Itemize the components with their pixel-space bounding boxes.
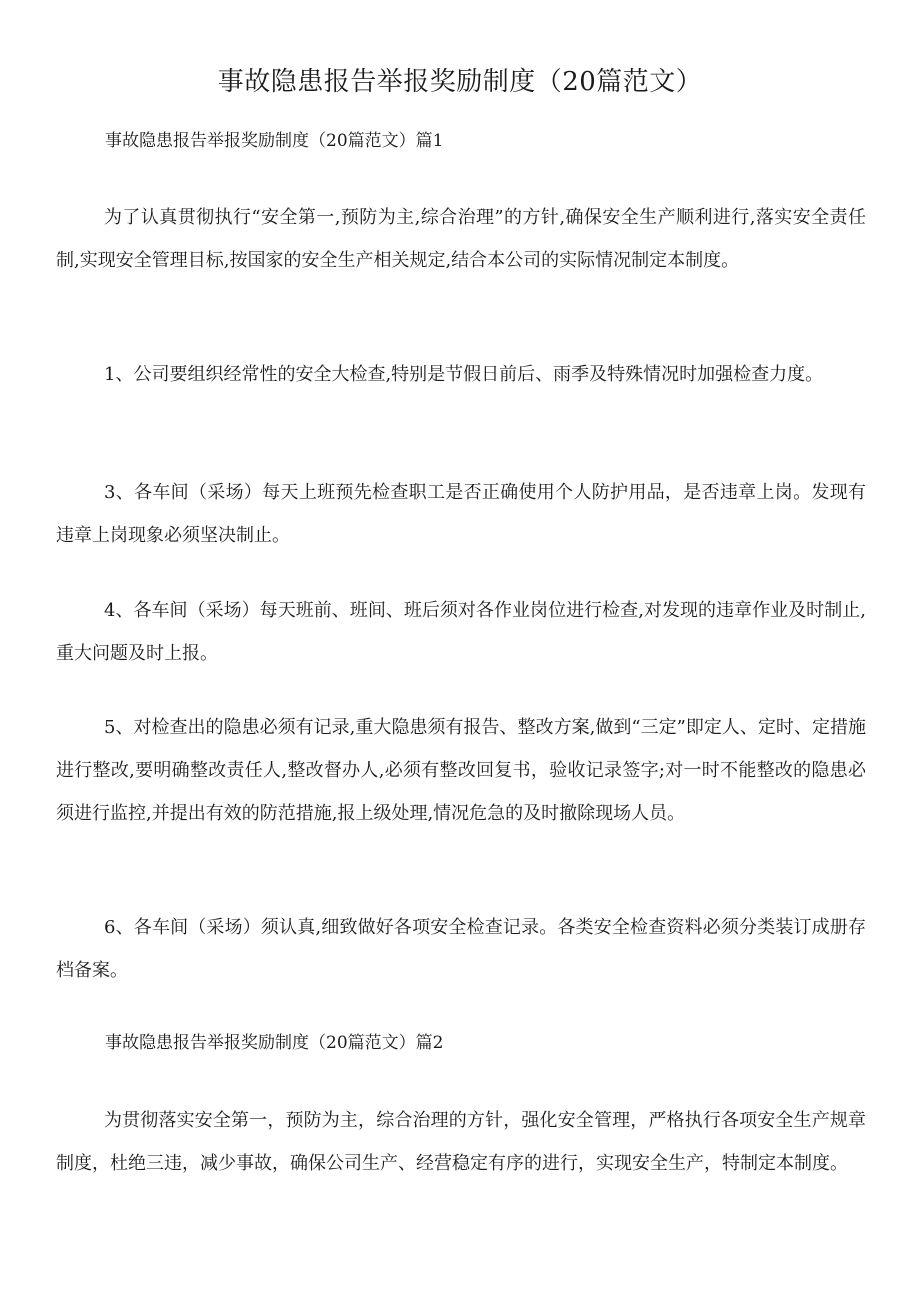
section-heading-1: 事故隐患报告举报奖励制度（20篇范文）篇1: [105, 131, 444, 151]
paragraph-item-3: 3、各车间（采场）每天上班预先检查职工是否正确使用个人防护用品，是否违章上岗。发现有违章上岗现象必须坚决制止。: [56, 482, 866, 546]
paragraph-item-5: 5、对检查出的隐患必须有记录,重大隐患须有报告、整改方案,做到“三定”即定人、定时、定措施进行整改,要明确整改责任人,整改督办人,必须有整改回复书，验收记录签字;对一时不能整改的隐患必须进行监控,并提出有效的防范措施,报上级处理,情况危急的及时撤除现场人员。: [56, 717, 866, 824]
document-title: 事故隐患报告举报奖励制度（20篇范文）: [217, 67, 703, 97]
paragraph-section-2-intro: 为贯彻落实安全第一，预防为主，综合治理的方针，强化安全管理，严格执行各项安全生产规章制度，杜绝三违，减少事故，确保公司生产、经营稳定有序的进行，实现安全生产，特制定本制度。: [56, 1110, 866, 1174]
paragraph-item-6: 6、各车间（采场）须认真,细致做好各项安全检查记录。各类安全检查资料必须分类装订成册存档备案。: [56, 917, 866, 981]
paragraph-item-4: 4、各车间（采场）每天班前、班间、班后须对各作业岗位进行检查,对发现的违章作业及时制止,重大问题及时上报。: [56, 600, 866, 664]
paragraph-item-1: 1、公司要组织经常性的安全大检查,特别是节假日前后、雨季及特殊情况时加强检查力度。: [104, 364, 824, 385]
section-heading-2: 事故隐患报告举报奖励制度（20篇范文）篇2: [105, 1033, 444, 1053]
paragraph-intro: 为了认真贯彻执行“安全第一,预防为主,综合治理”的方针,确保安全生产顺利进行,落实安全责任制,实现安全管理目标,按国家的安全生产相关规定,结合本公司的实际情况制定本制度。: [56, 207, 866, 271]
